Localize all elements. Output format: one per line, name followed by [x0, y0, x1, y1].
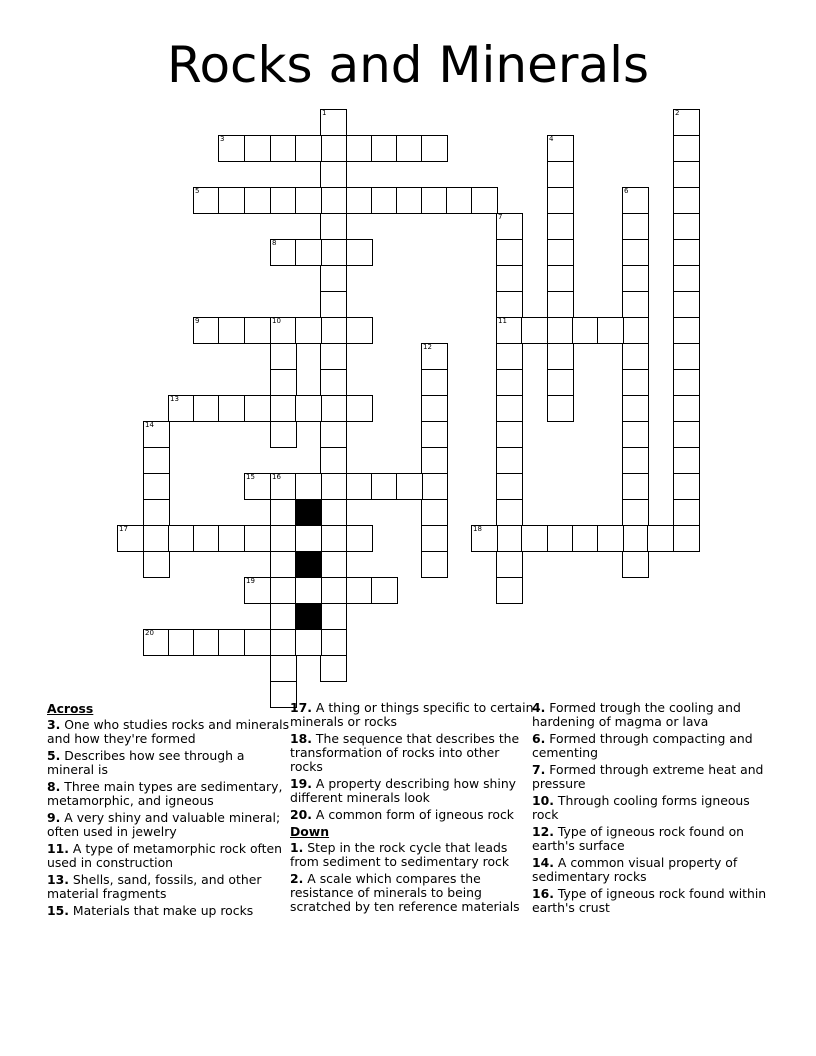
clue-text: A type of metamorphic rock often used in construction	[47, 841, 283, 870]
clue-item	[290, 808, 535, 822]
grid-cell-16[interactable]	[270, 473, 297, 500]
grid-cell[interactable]	[572, 525, 599, 552]
clue-number-label: 2	[675, 109, 680, 117]
grid-cell[interactable]	[421, 499, 448, 526]
grid-cell[interactable]	[547, 343, 574, 370]
grid-cell[interactable]	[270, 369, 297, 396]
grid-cell[interactable]	[547, 369, 574, 396]
grid-cell[interactable]	[218, 395, 245, 422]
grid-cell[interactable]	[244, 317, 271, 344]
grid-cell[interactable]	[295, 629, 322, 656]
grid-cell[interactable]	[346, 317, 373, 344]
grid-cell-15[interactable]	[244, 473, 271, 500]
clue-item	[532, 701, 777, 729]
clue-number: 20.	[290, 807, 312, 822]
clue-item	[532, 794, 777, 822]
grid-cell[interactable]	[547, 187, 574, 214]
grid-cell[interactable]	[270, 655, 297, 682]
grid-cell[interactable]	[496, 551, 523, 578]
grid-cell[interactable]	[496, 473, 523, 500]
clue-number: 5.	[47, 748, 61, 763]
grid-cell-12[interactable]	[421, 343, 448, 370]
clue-number-label: 5	[195, 187, 200, 195]
clue-text: A common visual property of sedimentary rocks	[532, 855, 738, 884]
grid-cell[interactable]	[673, 291, 700, 318]
grid-cell[interactable]	[547, 265, 574, 292]
grid-cell[interactable]	[143, 499, 170, 526]
grid-cell[interactable]	[421, 551, 448, 578]
grid-cell[interactable]	[622, 291, 649, 318]
clue-number: 6.	[532, 731, 546, 746]
grid-cell[interactable]	[421, 473, 448, 500]
blocked-cell	[295, 551, 322, 578]
clue-item	[532, 856, 777, 884]
clue-number: 14.	[532, 855, 554, 870]
grid-cell[interactable]	[622, 551, 649, 578]
grid-cell-9[interactable]	[193, 317, 220, 344]
grid-cell[interactable]	[673, 239, 700, 266]
grid-cell[interactable]	[295, 473, 322, 500]
clue-item	[532, 887, 777, 915]
grid-cell-7[interactable]	[496, 213, 523, 240]
grid-cell[interactable]	[421, 395, 448, 422]
grid-cell[interactable]	[547, 395, 574, 422]
grid-cell[interactable]	[496, 239, 523, 266]
clue-item	[532, 732, 777, 760]
grid-cell[interactable]	[270, 525, 297, 552]
clue-text: A very shiny and valuable mineral; often used in jewelry	[47, 810, 281, 839]
grid-cell[interactable]	[622, 239, 649, 266]
clue-item	[532, 763, 777, 791]
grid-cell[interactable]	[320, 317, 347, 344]
clue-text: Type of igneous rock found within earth's crust	[532, 886, 767, 915]
grid-cell[interactable]	[346, 577, 373, 604]
grid-cell[interactable]	[622, 213, 649, 240]
section-heading: Down	[290, 824, 330, 839]
grid-cell[interactable]	[622, 369, 649, 396]
clue-text: Formed through compacting and cementing	[532, 731, 753, 760]
blocked-cell	[295, 499, 322, 526]
grid-cell[interactable]	[673, 213, 700, 240]
grid-cell[interactable]	[673, 187, 700, 214]
clue-number: 19.	[290, 776, 312, 791]
grid-cell-4[interactable]	[547, 135, 574, 162]
grid-cell[interactable]	[193, 525, 220, 552]
grid-cell[interactable]	[496, 577, 523, 604]
grid-cell[interactable]	[673, 395, 700, 422]
grid-cell[interactable]	[270, 629, 297, 656]
section-heading: Across	[47, 701, 94, 716]
grid-cell-2[interactable]	[673, 109, 700, 136]
grid-cell[interactable]	[622, 317, 649, 344]
grid-cell[interactable]	[471, 187, 498, 214]
grid-cell[interactable]	[218, 317, 245, 344]
clue-number-label: 6	[624, 187, 629, 195]
clue-number: 12.	[532, 824, 554, 839]
grid-cell[interactable]	[622, 421, 649, 448]
grid-cell[interactable]	[496, 343, 523, 370]
grid-cell[interactable]	[270, 421, 297, 448]
clue-number-label: 7	[498, 213, 503, 221]
clue-number-label: 18	[473, 525, 482, 533]
grid-cell[interactable]	[622, 395, 649, 422]
grid-cell[interactable]	[168, 629, 195, 656]
grid-cell[interactable]	[396, 187, 423, 214]
grid-cell-5[interactable]	[193, 187, 220, 214]
grid-cell[interactable]	[371, 577, 398, 604]
clue-number-label: 1	[322, 109, 327, 117]
clue-item	[290, 732, 535, 774]
grid-cell[interactable]	[622, 265, 649, 292]
grid-cell[interactable]	[673, 473, 700, 500]
grid-cell[interactable]	[320, 421, 347, 448]
clue-item	[532, 825, 777, 853]
grid-cell[interactable]	[218, 187, 245, 214]
grid-cell[interactable]	[143, 447, 170, 474]
grid-cell[interactable]	[547, 525, 574, 552]
grid-cell[interactable]	[320, 161, 347, 188]
clue-item	[290, 701, 535, 729]
grid-cell[interactable]	[143, 551, 170, 578]
clue-item	[290, 777, 535, 805]
grid-cell[interactable]	[496, 395, 523, 422]
grid-cell[interactable]	[270, 395, 297, 422]
clue-number: 11.	[47, 841, 69, 856]
grid-cell[interactable]	[673, 161, 700, 188]
grid-cell[interactable]	[320, 369, 347, 396]
grid-cell-3[interactable]	[218, 135, 245, 162]
clue-text: One who studies rocks and minerals and how they're formed	[47, 717, 290, 746]
grid-cell[interactable]	[270, 187, 297, 214]
grid-cell[interactable]	[193, 629, 220, 656]
grid-cell[interactable]	[622, 473, 649, 500]
clue-text: Formed trough the cooling and hardening of magma or lava	[532, 700, 741, 729]
grid-cell[interactable]	[421, 135, 448, 162]
grid-cell[interactable]	[673, 317, 700, 344]
grid-cell[interactable]	[270, 499, 297, 526]
grid-cell[interactable]	[622, 343, 649, 370]
grid-cell-14[interactable]	[143, 421, 170, 448]
grid-cell[interactable]	[371, 473, 398, 500]
grid-cell[interactable]	[320, 291, 347, 318]
grid-cell-20[interactable]	[143, 629, 170, 656]
grid-cell[interactable]	[547, 213, 574, 240]
clue-number-label: 17	[119, 525, 128, 533]
grid-cell[interactable]	[547, 161, 574, 188]
grid-cell[interactable]	[346, 135, 373, 162]
clue-text: Type of igneous rock found on earth's surface	[532, 824, 745, 853]
grid-cell[interactable]	[295, 395, 322, 422]
clue-number-label: 9	[195, 317, 200, 325]
clue-column-2	[290, 701, 535, 917]
grid-cell[interactable]	[320, 343, 347, 370]
clue-item	[47, 780, 292, 808]
grid-cell[interactable]	[496, 499, 523, 526]
grid-cell-13[interactable]	[168, 395, 195, 422]
clue-text: A property describing how shiny different minerals look	[290, 776, 517, 805]
clue-text: Step in the rock cycle that leads from sediment to sedimentary rock	[290, 840, 510, 869]
grid-cell[interactable]	[496, 525, 523, 552]
grid-cell[interactable]	[496, 447, 523, 474]
clue-number: 17.	[290, 700, 312, 715]
page-title: Rocks and Minerals	[166, 36, 650, 94]
clue-number-label: 4	[549, 135, 554, 143]
grid-cell[interactable]	[320, 213, 347, 240]
grid-cell[interactable]	[295, 525, 322, 552]
grid-cell[interactable]	[320, 187, 347, 214]
clue-number: 16.	[532, 886, 554, 901]
grid-cell[interactable]	[143, 473, 170, 500]
clue-item	[290, 841, 535, 869]
grid-cell[interactable]	[547, 317, 574, 344]
grid-cell[interactable]	[421, 421, 448, 448]
clue-number: 1.	[290, 840, 304, 855]
clue-number-label: 11	[498, 317, 507, 325]
grid-cell[interactable]	[270, 551, 297, 578]
grid-cell[interactable]	[446, 187, 473, 214]
grid-cell[interactable]	[320, 603, 347, 630]
grid-cell[interactable]	[244, 135, 271, 162]
grid-cell[interactable]	[673, 499, 700, 526]
grid-cell[interactable]	[270, 577, 297, 604]
clue-number: 2.	[290, 871, 304, 886]
grid-cell[interactable]	[143, 525, 170, 552]
grid-cell[interactable]	[320, 499, 347, 526]
clue-text: A thing or things specific to certain minerals or rocks	[290, 700, 534, 729]
clue-number: 3.	[47, 717, 61, 732]
grid-cell-17[interactable]	[117, 525, 144, 552]
grid-cell[interactable]	[320, 265, 347, 292]
grid-cell[interactable]	[168, 525, 195, 552]
clue-number-label: 19	[246, 577, 255, 585]
clue-number-label: 15	[246, 473, 255, 481]
grid-cell[interactable]	[673, 343, 700, 370]
clue-number-label: 14	[145, 421, 154, 429]
clue-text: The sequence that describes the transformation of rocks into other rocks	[290, 731, 520, 774]
grid-cell[interactable]	[218, 629, 245, 656]
grid-cell[interactable]	[320, 239, 347, 266]
grid-cell-8[interactable]	[270, 239, 297, 266]
clue-number-label: 8	[272, 239, 277, 247]
clue-item	[47, 718, 292, 746]
clue-number: 7.	[532, 762, 546, 777]
clue-number-label: 13	[170, 395, 179, 403]
clue-number: 9.	[47, 810, 61, 825]
grid-cell[interactable]	[244, 629, 271, 656]
grid-cell[interactable]	[647, 525, 674, 552]
grid-cell[interactable]	[371, 135, 398, 162]
grid-cell[interactable]	[521, 317, 548, 344]
grid-cell[interactable]	[346, 473, 373, 500]
grid-cell[interactable]	[320, 551, 347, 578]
grid-cell[interactable]	[346, 239, 373, 266]
clue-item	[47, 904, 292, 918]
grid-cell[interactable]	[421, 447, 448, 474]
grid-cell[interactable]	[597, 525, 624, 552]
clue-number-label: 20	[145, 629, 154, 637]
clue-text: A common form of igneous rock	[315, 807, 514, 822]
clue-number-label: 12	[423, 343, 432, 351]
grid-cell[interactable]	[270, 603, 297, 630]
clue-text: Three main types are sedimentary, metamorphic, and igneous	[47, 779, 283, 808]
grid-cell[interactable]	[346, 525, 373, 552]
clue-column-1	[47, 701, 292, 921]
grid-cell[interactable]	[320, 135, 347, 162]
grid-cell-19[interactable]	[244, 577, 271, 604]
clue-text: Through cooling forms igneous rock	[532, 793, 750, 822]
grid-cell[interactable]	[496, 265, 523, 292]
clue-item	[47, 749, 292, 777]
clue-number-label: 10	[272, 317, 281, 325]
grid-cell[interactable]	[622, 499, 649, 526]
clue-number: 13.	[47, 872, 69, 887]
grid-cell[interactable]	[320, 525, 347, 552]
clue-number: 15.	[47, 903, 69, 918]
grid-cell[interactable]	[244, 187, 271, 214]
clue-text: Formed through extreme heat and pressure	[532, 762, 764, 791]
clue-text: Shells, sand, fossils, and other material fragments	[47, 872, 262, 901]
grid-cell[interactable]	[270, 343, 297, 370]
clue-text: Describes how see through a mineral is	[47, 748, 245, 777]
grid-cell[interactable]	[320, 473, 347, 500]
clue-number-label: 3	[220, 135, 225, 143]
grid-cell[interactable]	[597, 317, 624, 344]
clue-item	[290, 872, 535, 914]
grid-cell[interactable]	[320, 577, 347, 604]
grid-cell[interactable]	[270, 135, 297, 162]
grid-cell[interactable]	[673, 135, 700, 162]
grid-cell[interactable]	[673, 369, 700, 396]
grid-cell[interactable]	[295, 239, 322, 266]
clue-number: 4.	[532, 700, 546, 715]
grid-cell[interactable]	[320, 447, 347, 474]
grid-cell[interactable]	[244, 525, 271, 552]
grid-cell[interactable]	[421, 525, 448, 552]
grid-cell[interactable]	[218, 525, 245, 552]
grid-cell[interactable]	[396, 473, 423, 500]
grid-cell[interactable]	[673, 265, 700, 292]
grid-cell[interactable]	[496, 421, 523, 448]
clue-item	[47, 811, 292, 839]
grid-cell[interactable]	[244, 395, 271, 422]
grid-cell[interactable]	[572, 317, 599, 344]
grid-cell-11[interactable]	[496, 317, 523, 344]
grid-cell[interactable]	[673, 447, 700, 474]
grid-cell[interactable]	[496, 369, 523, 396]
grid-cell[interactable]	[622, 525, 649, 552]
clue-text: Materials that make up rocks	[72, 903, 254, 918]
grid-cell[interactable]	[673, 421, 700, 448]
clue-number: 10.	[532, 793, 554, 808]
grid-cell-1[interactable]	[320, 109, 347, 136]
grid-cell[interactable]	[320, 629, 347, 656]
grid-cell[interactable]	[521, 525, 548, 552]
clue-item	[47, 842, 292, 870]
clue-column-3	[532, 701, 777, 918]
clue-item	[47, 873, 292, 901]
grid-cell[interactable]	[673, 525, 700, 552]
grid-cell[interactable]	[320, 395, 347, 422]
grid-cell[interactable]	[396, 135, 423, 162]
grid-cell[interactable]	[193, 395, 220, 422]
clue-text: A scale which compares the resistance of minerals to being scratched by ten reference materials	[290, 871, 520, 914]
grid-cell[interactable]	[295, 577, 322, 604]
grid-cell[interactable]	[295, 187, 322, 214]
grid-cell-6[interactable]	[622, 187, 649, 214]
clue-number: 18.	[290, 731, 312, 746]
grid-cell[interactable]	[295, 317, 322, 344]
grid-cell[interactable]	[421, 369, 448, 396]
grid-cell[interactable]	[346, 395, 373, 422]
grid-cell[interactable]	[622, 447, 649, 474]
grid-cell[interactable]	[295, 135, 322, 162]
grid-cell[interactable]	[421, 187, 448, 214]
grid-cell[interactable]	[547, 291, 574, 318]
grid-cell[interactable]	[496, 291, 523, 318]
clue-number-label: 16	[272, 473, 281, 481]
blocked-cell	[295, 603, 322, 630]
grid-cell[interactable]	[547, 239, 574, 266]
grid-cell-10[interactable]	[270, 317, 297, 344]
grid-cell[interactable]	[371, 187, 398, 214]
clue-number: 8.	[47, 779, 61, 794]
grid-cell[interactable]	[346, 187, 373, 214]
grid-cell-18[interactable]	[471, 525, 498, 552]
grid-cell[interactable]	[320, 655, 347, 682]
